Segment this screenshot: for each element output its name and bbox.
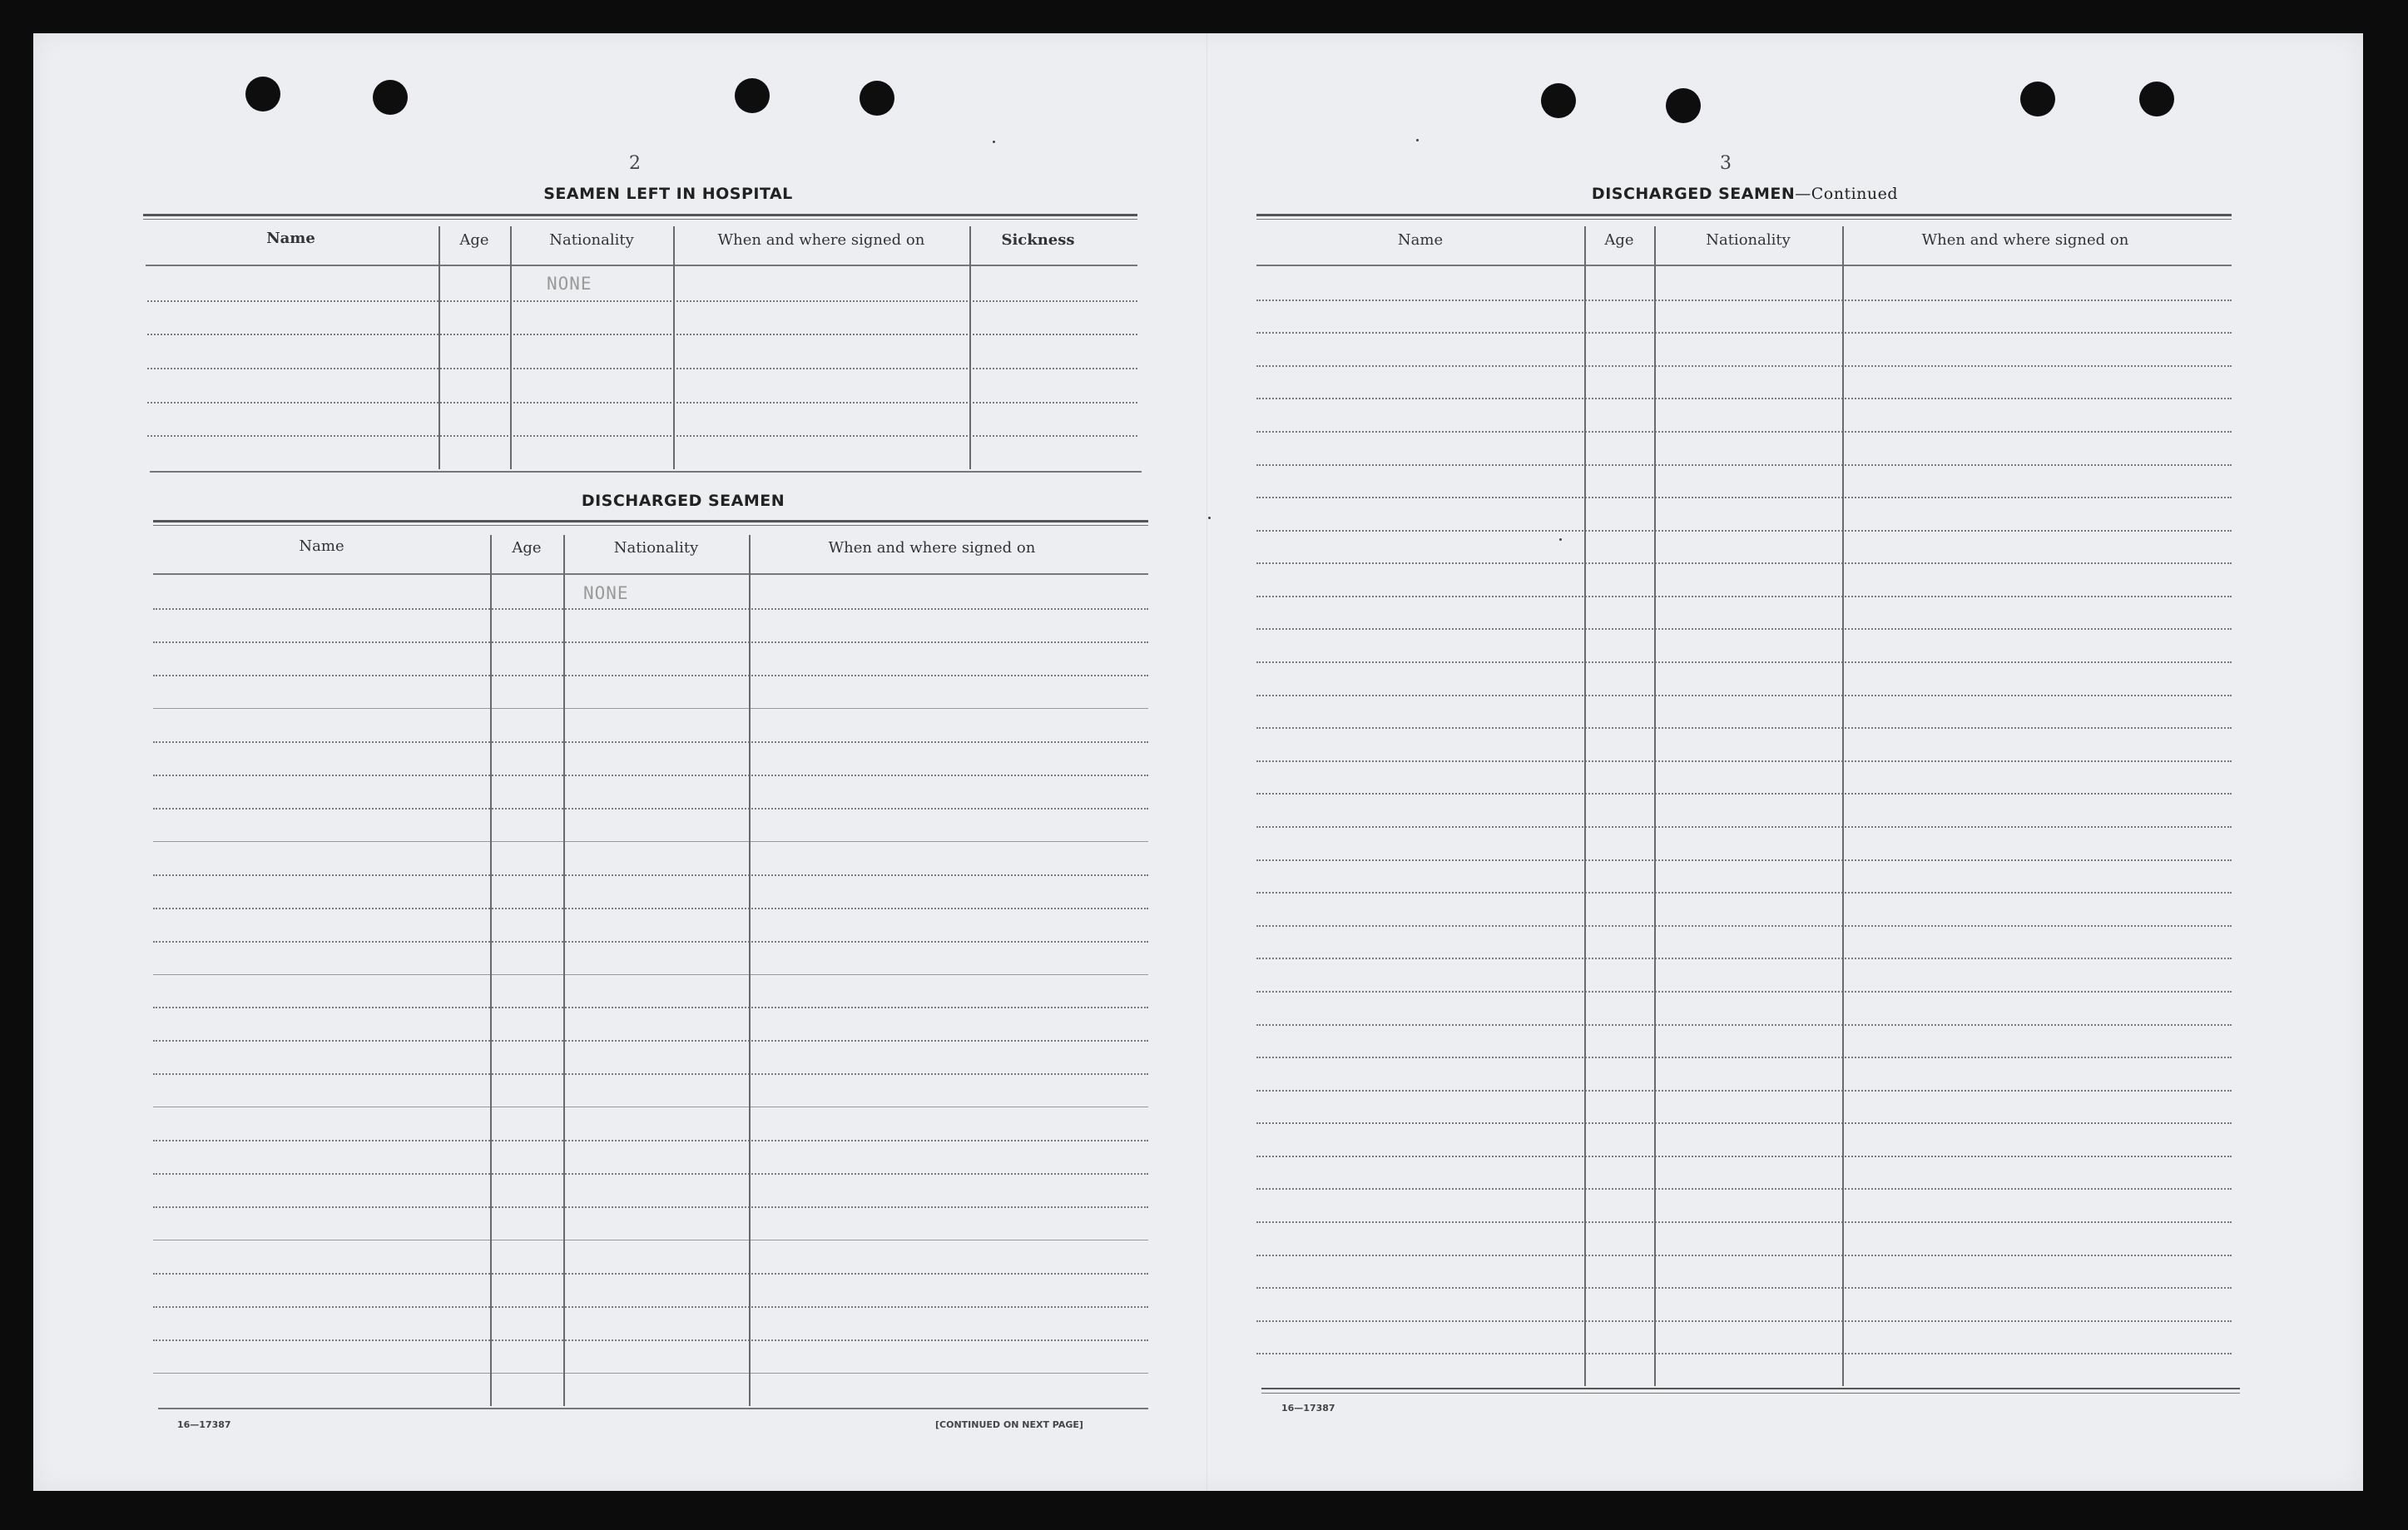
punch-hole [1541,83,1576,118]
column-divider [1842,226,1844,1386]
table-row-line [1256,661,2232,663]
table-row-line [1256,628,2232,630]
speck [1416,139,1419,141]
column-divider [563,535,565,1406]
table-row-line [153,808,1148,810]
page-fold [1206,33,1207,1491]
table-row-line [147,435,1137,437]
table-row-line [1256,859,2232,861]
punch-hole [245,77,280,111]
table-row-line [153,1373,1148,1374]
column-divider [673,226,675,469]
col-header-signed-on: When and where signed on [717,231,925,249]
discharged-continued-title [1495,185,1994,203]
col-header-sickness: Sickness [1001,231,1075,249]
speck [1559,538,1562,541]
table-row-line [1256,1057,2232,1058]
table-row-line [153,1273,1148,1275]
table-row-line [1256,464,2232,466]
col-header-age: Age [1604,231,1634,249]
table-row-line [153,908,1148,909]
table-row-line [147,368,1137,369]
col-header-name: Name [299,537,344,555]
table-bottom-rule [150,471,1142,473]
table-row-line [1256,431,2232,433]
title-rule [1256,219,2232,220]
title-suffix: —Continued [1795,185,1899,203]
table-row-line [1256,925,2232,927]
table-row-line [153,874,1148,876]
table-row-line [1256,1221,2232,1223]
table-row-line [1256,695,2232,696]
table-row-line [153,1040,1148,1042]
table-row-line [1256,793,2232,795]
speck [993,141,995,143]
col-header-nationality: Nationality [1706,231,1791,249]
header-underline [153,573,1148,575]
table-row-line [1256,958,2232,959]
table-row-line [153,1206,1148,1208]
header-underline [1256,265,2232,266]
table-row-line [1256,991,2232,993]
continued-note: [CONTINUED ON NEXT PAGE] [935,1419,1083,1430]
title-rule [153,520,1148,522]
discharged-entry-nationality: NONE [583,583,629,603]
table-row-line [1256,332,2232,334]
column-divider [490,535,492,1406]
punch-hole [2020,82,2055,116]
column-divider [1584,226,1586,1386]
table-row-line [153,741,1148,743]
punch-hole [860,81,894,116]
table-row-line [153,608,1148,610]
table-row-line [1256,1353,2232,1354]
table-row-line [153,841,1148,842]
form-number-right: 16—17387 [1281,1403,1335,1414]
table-bottom-rule [1261,1393,2240,1394]
table-row-line [1256,892,2232,894]
table-row-line [1256,562,2232,564]
table-row-line [1256,398,2232,399]
column-divider [1654,226,1656,1386]
col-header-signed-on: When and where signed on [828,539,1036,557]
col-header-age: Age [512,539,542,557]
page-number-right: 3 [1720,153,1732,174]
table-row-line [153,675,1148,676]
col-header-signed-on: When and where signed on [1921,231,2129,249]
table-row-line [153,974,1148,975]
table-row-line [1256,300,2232,301]
table-row-line [1256,1255,2232,1256]
header-underline [146,265,1137,266]
col-header-name: Name [1397,231,1444,249]
column-divider [969,226,971,469]
col-header-name: Name [266,230,315,247]
title-main: DISCHARGED SEAMEN [1591,185,1796,203]
table-row-line [153,1173,1148,1175]
speck [1208,517,1211,519]
table-row-line [153,641,1148,643]
document-sheet [33,33,2363,1491]
table-row-line [1256,826,2232,828]
form-number-left: 16—17387 [177,1419,231,1430]
table-row-line [147,300,1137,302]
table-row-line [147,402,1137,404]
table-row-line [1256,1024,2232,1026]
table-row-line [147,334,1137,335]
col-header-nationality: Nationality [549,231,634,249]
table-row-line [153,1306,1148,1308]
hospital-section-title: SEAMEN LEFT IN HOSPITAL [543,185,793,203]
table-row-line [153,1007,1148,1008]
table-row-line [153,941,1148,943]
title-rule [153,525,1148,526]
punch-hole [373,80,408,115]
table-row-line [1256,365,2232,367]
discharged-section-title: DISCHARGED SEAMEN [581,492,785,510]
table-row-line [1256,1156,2232,1157]
table-row-line [1256,1122,2232,1124]
table-row-line [1256,1090,2232,1092]
col-header-age: Age [459,231,489,249]
title-rule [143,219,1137,220]
table-row-line [1256,1287,2232,1289]
punch-hole [1666,88,1701,123]
table-row-line [1256,596,2232,597]
table-row-line [153,708,1148,709]
column-divider [749,535,751,1406]
hospital-entry-nationality: NONE [547,274,592,294]
page-number-left: 2 [629,153,641,174]
title-rule [143,214,1137,216]
table-row-line [153,1339,1148,1341]
table-row-line [153,1140,1148,1141]
table-bottom-rule [158,1408,1148,1409]
title-rule [1256,214,2232,216]
table-row-line [1256,497,2232,498]
column-divider [510,226,512,469]
column-divider [438,226,440,469]
table-row-line [1256,1188,2232,1190]
table-row-line [1256,760,2232,762]
table-row-line [1256,1320,2232,1322]
col-header-nationality: Nationality [613,539,699,557]
punch-hole [2139,82,2174,116]
punch-hole [735,78,770,113]
table-bottom-rule [1261,1388,2240,1389]
table-row-line [153,1073,1148,1075]
table-row-line [1256,727,2232,729]
table-row-line [153,775,1148,776]
table-row-line [1256,530,2232,532]
